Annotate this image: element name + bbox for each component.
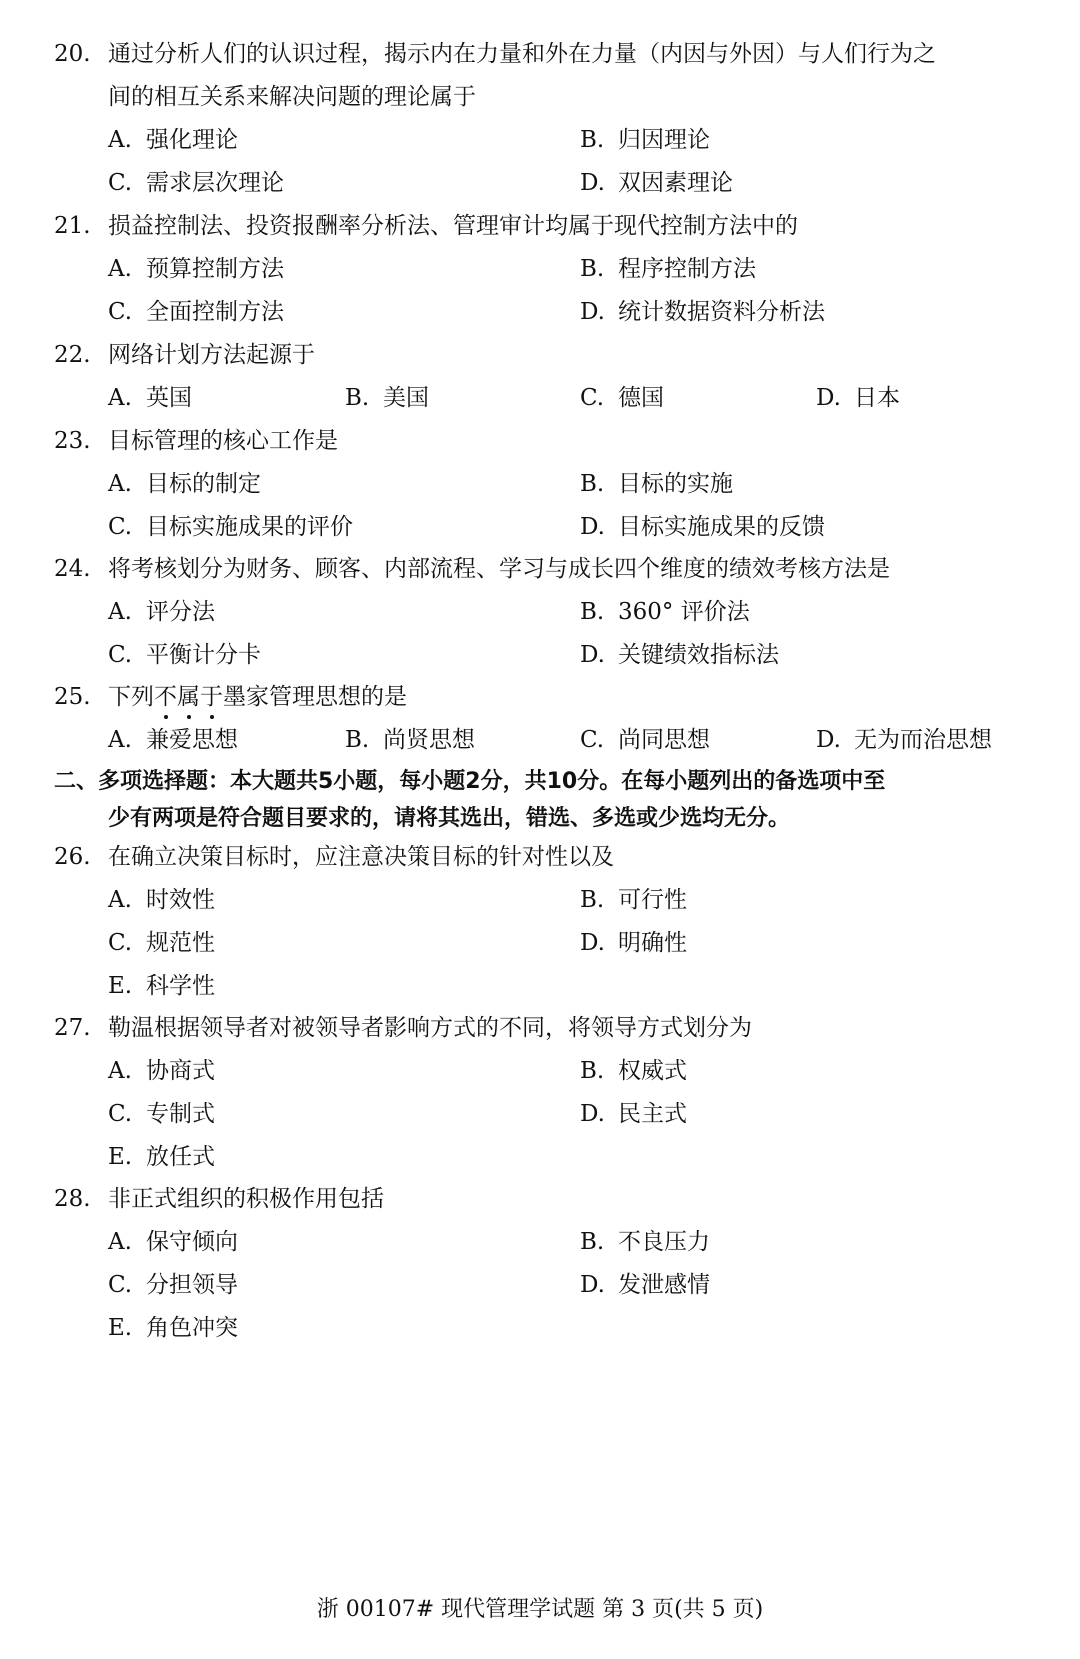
option-b: B. 归因理论 <box>580 127 710 153</box>
question-text: 目标管理的核心工作是 <box>108 428 338 454</box>
option-c: C. 德国 <box>580 385 664 411</box>
option-b: B. 权威式 <box>580 1058 687 1084</box>
option-c: C. 全面控制方法 <box>108 299 284 325</box>
section-heading-continued: 少有两项是符合题目要求的，请将其选出，错选、多选或少选均无分。 <box>108 806 791 831</box>
option-e: E. 放任式 <box>108 1144 215 1170</box>
option-b: B. 程序控制方法 <box>580 256 756 282</box>
option-a: A. 预算控制方法 <box>108 256 284 282</box>
option-a: A. 兼爱思想 <box>108 727 238 753</box>
option-b: B. 目标的实施 <box>580 471 733 497</box>
option-a: A. 保守倾向 <box>108 1229 238 1255</box>
option-c: C. 需求层次理论 <box>108 170 284 196</box>
option-d: D. 无为而治思想 <box>816 727 992 753</box>
question-text: 在确立决策目标时，应注意决策目标的针对性以及 <box>108 844 614 870</box>
question-number: 26. <box>54 844 91 870</box>
emphasis-mark: 属 <box>177 677 200 717</box>
option-c: C. 分担领导 <box>108 1272 238 1298</box>
question-text: 非正式组织的积极作用包括 <box>108 1186 384 1212</box>
option-c: C. 平衡计分卡 <box>108 642 261 668</box>
option-b: B. 尚贤思想 <box>345 727 475 753</box>
question-text: 损益控制法、投资报酬率分析法、管理审计均属于现代控制方法中的 <box>108 213 798 239</box>
option-e: E. 角色冲突 <box>108 1315 238 1341</box>
emphasis-mark: 不 <box>154 677 177 717</box>
option-e: E. 科学性 <box>108 973 215 999</box>
question-text: 勒温根据领导者对被领导者影响方式的不同，将领导方式划分为 <box>108 1015 752 1041</box>
question-text: 将考核划分为财务、顾客、内部流程、学习与成长四个维度的绩效考核方法是 <box>108 556 890 582</box>
option-c: C. 专制式 <box>108 1101 215 1127</box>
option-a: A. 协商式 <box>108 1058 215 1084</box>
question-number: 27. <box>54 1015 91 1041</box>
option-a: A. 目标的制定 <box>108 471 261 497</box>
option-b: B. 美国 <box>345 385 429 411</box>
option-d: D. 发泄感情 <box>580 1272 710 1298</box>
option-a: A. 英国 <box>108 385 192 411</box>
option-d: D. 民主式 <box>580 1101 687 1127</box>
question-text: 通过分析人们的认识过程，揭示内在力量和外在力量（内因与外因）与人们行为之 <box>108 41 936 67</box>
emphasis-mark: 于 <box>200 677 223 717</box>
question-number: 23. <box>54 428 91 454</box>
option-c: C. 尚同思想 <box>580 727 710 753</box>
question-number: 24. <box>54 556 91 582</box>
option-d: D. 日本 <box>816 385 900 411</box>
option-d: D. 双因素理论 <box>580 170 733 196</box>
option-c: C. 规范性 <box>108 930 215 956</box>
option-a: A. 时效性 <box>108 887 215 913</box>
question-number: 20. <box>54 41 91 67</box>
option-d: D. 关键绩效指标法 <box>580 642 779 668</box>
option-d: D. 明确性 <box>580 930 687 956</box>
option-c: C. 目标实施成果的评价 <box>108 514 353 540</box>
option-b: B. 360° 评价法 <box>580 599 750 625</box>
option-a: A. 强化理论 <box>108 127 238 153</box>
page-footer: 浙 00107# 现代管理学试题 第 3 页(共 5 页) <box>316 1597 764 1622</box>
option-b: B. 可行性 <box>580 887 687 913</box>
option-d: D. 统计数据资料分析法 <box>580 299 825 325</box>
question-text: 间的相互关系来解决问题的理论属于 <box>108 84 476 110</box>
question-number: 21. <box>54 213 91 239</box>
question-text: 网络计划方法起源于 <box>108 342 315 368</box>
question-number: 28. <box>54 1186 91 1212</box>
question-number: 25. <box>54 684 91 710</box>
option-a: A. 评分法 <box>108 599 215 625</box>
question-text: 下列不属于墨家管理思想的是 <box>108 677 407 717</box>
option-d: D. 目标实施成果的反馈 <box>580 514 825 540</box>
question-number: 22. <box>54 342 91 368</box>
option-b: B. 不良压力 <box>580 1229 710 1255</box>
section-heading: 二、多项选择题：本大题共5小题，每小题2分，共10分。在每小题列出的备选项中至 <box>54 769 886 794</box>
